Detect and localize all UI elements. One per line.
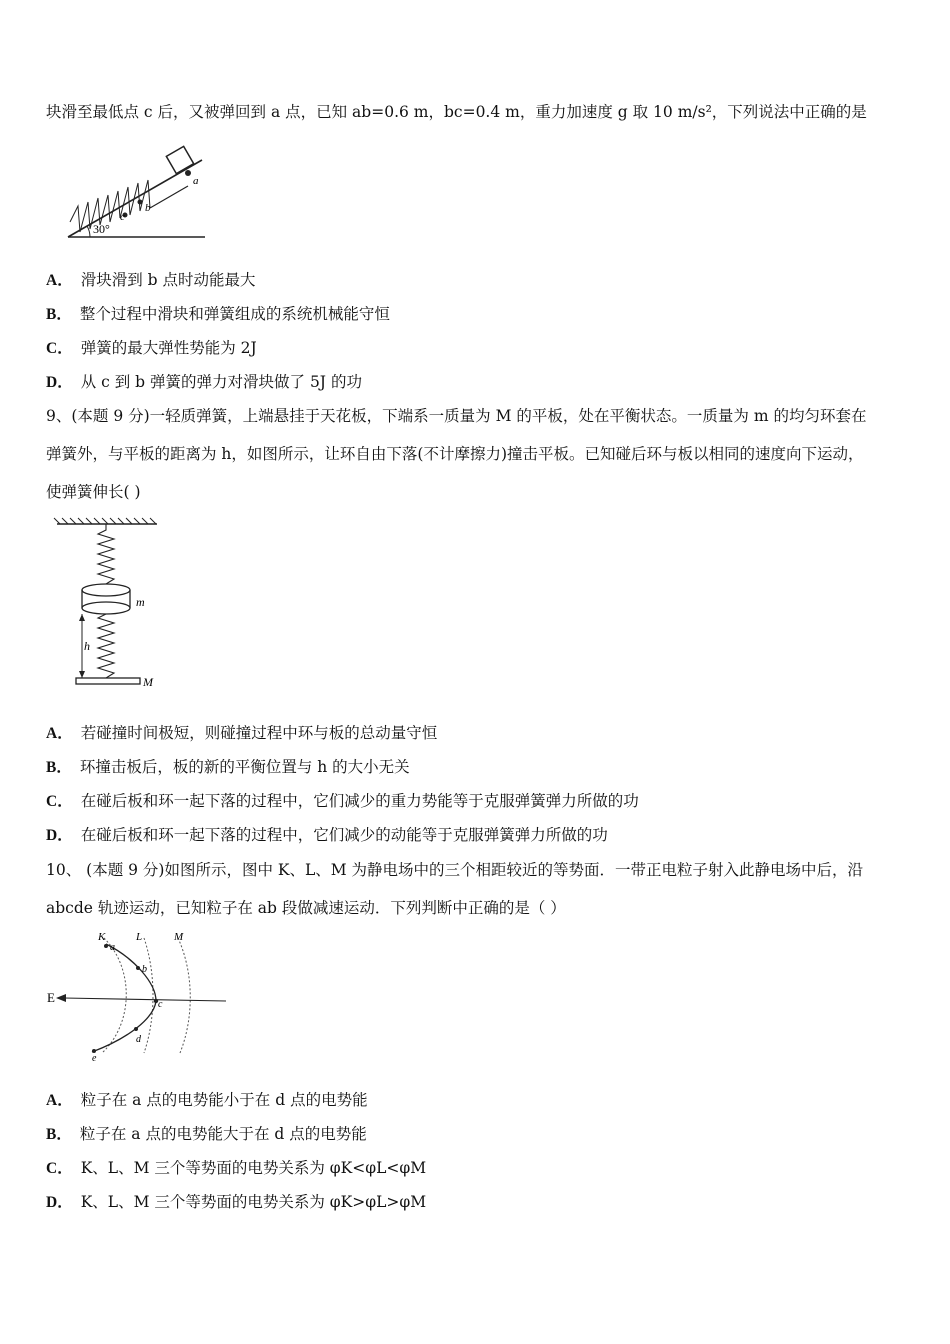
q10-option-d: D． K、L、M 三个等势面的电势关系为 φK>φL>φM xyxy=(46,1193,427,1211)
e-label: e xyxy=(92,1053,97,1063)
q8-option-d: D． 从 c 到 b 弹簧的弹力对滑块做了 5J 的功 xyxy=(46,373,362,391)
point-b-label: b xyxy=(145,202,151,214)
angle-label: 30° xyxy=(93,222,110,236)
L-label: L xyxy=(136,931,143,943)
point-a-label: a xyxy=(193,175,199,187)
q9-option-d: D． 在碰后板和环一起下落的过程中，它们减少的动能等于克服弹簧弹力所做的功 xyxy=(46,826,608,844)
spring-ring-figure xyxy=(52,514,172,694)
equipotential-figure xyxy=(44,928,234,1063)
q9-stem-line1: 9、(本题 9 分)一轻质弹簧，上端悬挂于天花板，下端系一质量为 M 的平板，处在平衡状态。一质量为 m 的均匀环套在 xyxy=(46,407,867,425)
M-label: M xyxy=(143,675,153,689)
q8-option-c: C． 弹簧的最大弹性势能为 2J xyxy=(46,339,257,357)
b-label: b xyxy=(142,964,147,975)
c-label: c xyxy=(158,999,163,1010)
q8-stem: 块滑至最低点 c 后，又被弹回到 a 点，已知 ab=0.6 m，bc=0.4 m，重力加速度 g 取 10 m/s²，下列说法中正确的是 xyxy=(46,103,867,121)
q9-option-a: A． 若碰撞时间极短，则碰撞过程中环与板的总动量守恒 xyxy=(46,724,438,742)
q10-option-a: A． 粒子在 a 点的电势能小于在 d 点的电势能 xyxy=(46,1091,368,1109)
q10-stem-line1: 10、 (本题 9 分)如图所示，图中 K、L、M 为静电场中的三个相距较近的等势面．一带正电粒子射入此静电场中后，沿 xyxy=(46,861,864,879)
M-label-eq: M xyxy=(174,931,184,943)
K-label: K xyxy=(98,931,106,943)
q9-option-c: C． 在碰后板和环一起下落的过程中，它们减少的重力势能等于克服弹簧弹力所做的功 xyxy=(46,792,639,810)
q10-option-c: C． K、L、M 三个等势面的电势关系为 φK<φL<φM xyxy=(46,1159,427,1177)
d-label: d xyxy=(136,1034,141,1045)
incline-spring-figure xyxy=(50,140,215,250)
q9-stem-line3: 使弹簧伸长( ) xyxy=(46,483,141,501)
point-c-label: c xyxy=(120,211,125,223)
q8-option-b: B． 整个过程中滑块和弹簧组成的系统机械能守恒 xyxy=(46,305,390,323)
h-label: h xyxy=(84,639,90,653)
q8-option-a: A． 滑块滑到 b 点时动能最大 xyxy=(46,271,256,289)
m-label: m xyxy=(136,595,145,609)
q9-option-b: B． 环撞击板后，板的新的平衡位置与 h 的大小无关 xyxy=(46,758,410,776)
a-label: a xyxy=(110,942,115,953)
q10-option-b: B． 粒子在 a 点的电势能大于在 d 点的电势能 xyxy=(46,1125,367,1143)
E-label: E xyxy=(47,990,55,1005)
q9-stem-line2: 弹簧外，与平板的距离为 h，如图所示，让环自由下落(不计摩擦力)撞击平板。已知碰后环与板以相同的速度向下运动， xyxy=(46,445,864,463)
q10-stem-line2: abcde 轨迹运动，已知粒子在 ab 段做减速运动．下列判断中正确的是（ ） xyxy=(46,899,566,917)
